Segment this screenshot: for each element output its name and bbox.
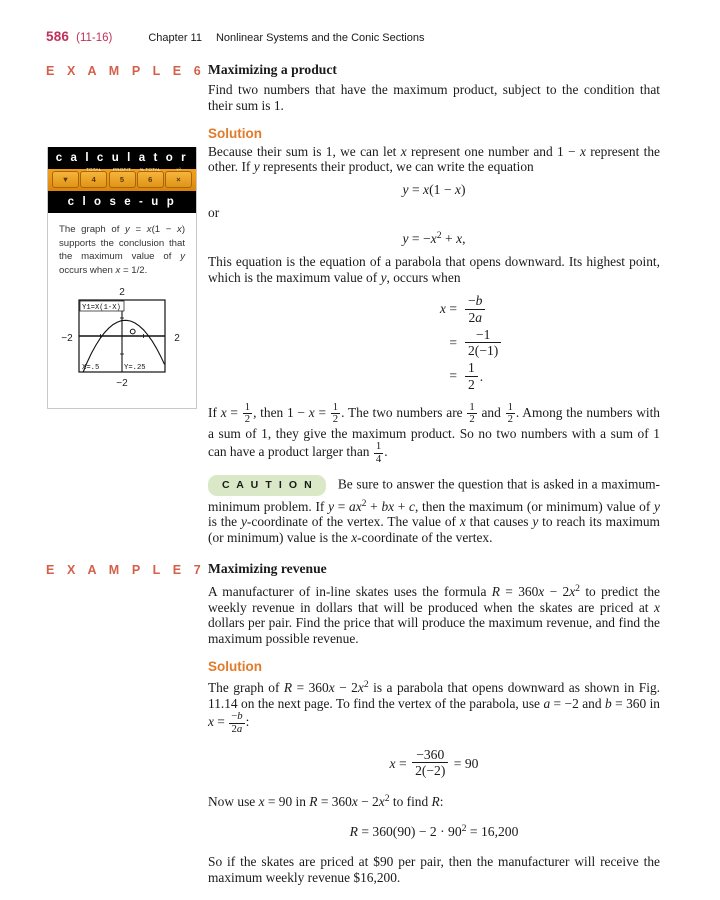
calculator-screen-graph [59, 285, 185, 389]
section-range: (11-16) [76, 32, 113, 44]
calc-key-multiply[interactable] [165, 166, 192, 188]
p1-part-a: Because their sum is 1, we can let [208, 143, 401, 159]
example-6-content [208, 62, 660, 550]
example-6-solution-heading: Solution [208, 125, 262, 141]
caution-badge: C A U T I O N [208, 475, 326, 496]
example-6-title: Maximizing a product [208, 62, 337, 77]
example-7-title: Maximizing revenue [208, 561, 327, 576]
calc-key-2-label: 5 [119, 174, 125, 184]
equation-y-equals-neg-x-squared-plus-x: $y = -x^2 + x$, [402, 229, 466, 246]
example-7-problem: A manufacturer of in-line skates uses the formula $R = 360x - 2x^2$ to predict the weekly revenue in dollars that will be produced when the skates are priced at x dollars per pair. Find the price that will produce the maximum revenue, and find the maximum possible revenue. [208, 583, 660, 647]
calc-key-5[interactable] [109, 166, 136, 188]
calculator-banner-bottom: c l o s e - u p [67, 196, 177, 208]
calculator-caption: The graph of y = x(1 − x) supports the conclusion that the maximum value of y occurs when x = 1/2. [59, 224, 186, 276]
calc-key-4-toplabel: ×² [176, 166, 181, 172]
calculator-banner [48, 147, 196, 213]
vertex-chain-row-1: x = $\frac{-b}{2a}$ [208, 293, 660, 324]
calc-key-2-toplabel: PROFIT [112, 166, 132, 172]
or-connector: or [208, 205, 220, 221]
calc-key-3-label: 6 [148, 174, 153, 184]
example-7-paragraph-3: So if the skates are priced at $90 per pair, then the manufacturer will receive the maximum weekly revenue $16,200. [208, 854, 660, 885]
example-7-paragraph-2: Now use x = 90 in $R = 360x - 2x^2$ to find R: [208, 792, 444, 809]
example-7-content [208, 561, 660, 892]
graph-xmax-label: 2 [174, 333, 180, 345]
calculator-banner-top: c a l c u l a t o r [55, 152, 189, 164]
graph-ymin-label: −2 [116, 378, 128, 390]
calculator-key-strip [48, 166, 196, 191]
example-7-solution-heading: Solution [208, 659, 262, 674]
example-7-paragraph-1: The graph of $R = 360x - 2x^2$ is a parabola that opens downward as shown in Fig. 11.14 on the next page. To find the vertex of the parabola, use a = −2 and b = 360 in x = $\frac{-b}{2a}$ : [208, 679, 660, 735]
calc-key-3-toplabel: % TOTAL [139, 166, 161, 172]
example-6-problem: Find two numbers that have the maximum product, subject to the condition that their sum is 1. [208, 82, 660, 113]
vertex-chain-row-2: = $\frac{-1}{2(-1)}$ [208, 327, 660, 358]
p1-part-d: represents their product, we can write the equation [259, 159, 534, 175]
p1-var-x2: x [579, 143, 586, 159]
running-head [46, 28, 686, 46]
example-6-paragraph-3: If x = $\frac{1}{2}$ , then 1 − x = $\frac{1}{2}$ . The two numbers are $\frac{1}{2}$ and $\frac{1}{2}$ . Among the numbers with a sum of 1, they give the maximum product. So no two numbers with a sum of 1 can have a product larger than $\frac{1}{4}$ . [208, 400, 660, 465]
p1-part-c: represent the other. If [208, 143, 660, 175]
calc-key-4[interactable] [80, 166, 107, 188]
vertex-chain-row-3: = $\frac{1}{2}$ . [449, 360, 484, 392]
chapter-title: Nonlinear Systems and the Conic Sections [215, 32, 425, 44]
graph-ymax-label: 2 [119, 287, 125, 299]
graph-expression-label: Y1=X(1-X) [82, 304, 121, 313]
equation-x-equals-neg-360-over-2-neg-2: x = $\frac{-360}{2(-2)}$ = 90 [389, 747, 479, 779]
calc-key-6[interactable] [137, 166, 164, 188]
example-6-paragraph-1 [208, 144, 660, 176]
equation-y-equals-x-times-one-minus-x: y = x(1 − x) [402, 182, 466, 198]
calc-key-4-label: × [176, 174, 181, 184]
graph-trace-x-label: X=.5 [82, 364, 100, 373]
page-number: 586 [46, 29, 70, 44]
p1-var-x: x [400, 143, 407, 159]
calc-key-1-toplabel: TOTAL [86, 166, 102, 172]
example-7-label: E X A M P L E 7 [46, 563, 206, 577]
p1-var-y: y [253, 159, 260, 175]
calc-key-0-label: ▼ [61, 174, 70, 184]
calc-key-down-arrow[interactable] [52, 171, 79, 188]
equation-revenue-result: $R = 360(90) - 2 \cdot 90^2 = 16,200$ [349, 823, 519, 840]
vertex-formula-chain [208, 293, 660, 391]
calculator-graph-wrapper [48, 281, 196, 408]
example-6-label: E X A M P L E 6 [46, 64, 206, 78]
example-6-paragraph-2: This equation is the equation of a parabola that opens downward. Its highest point, which is the maximum value of y, occurs when [208, 253, 660, 285]
calculator-close-up-box [47, 147, 197, 409]
p1-part-b: represent one number and 1 − [406, 143, 580, 159]
graph-trace-y-label: Y=.25 [124, 364, 146, 373]
chapter-label: Chapter 11 [148, 32, 202, 44]
calc-key-1-label: 4 [91, 174, 96, 184]
graph-xmin-label: −2 [61, 333, 73, 345]
caution-block: C A U T I O N Be sure to answer the question that is asked in a maximum-minimum problem. If $y = ax^2$ + bx + c, then the maximum (or minimum) value of y is the y-coordinate of the vertex. The value of x that causes y to reach its maximum (or minimum) value is the x-coordinate of the vertex. [208, 476, 660, 546]
calculator-screen-pad [59, 285, 185, 394]
